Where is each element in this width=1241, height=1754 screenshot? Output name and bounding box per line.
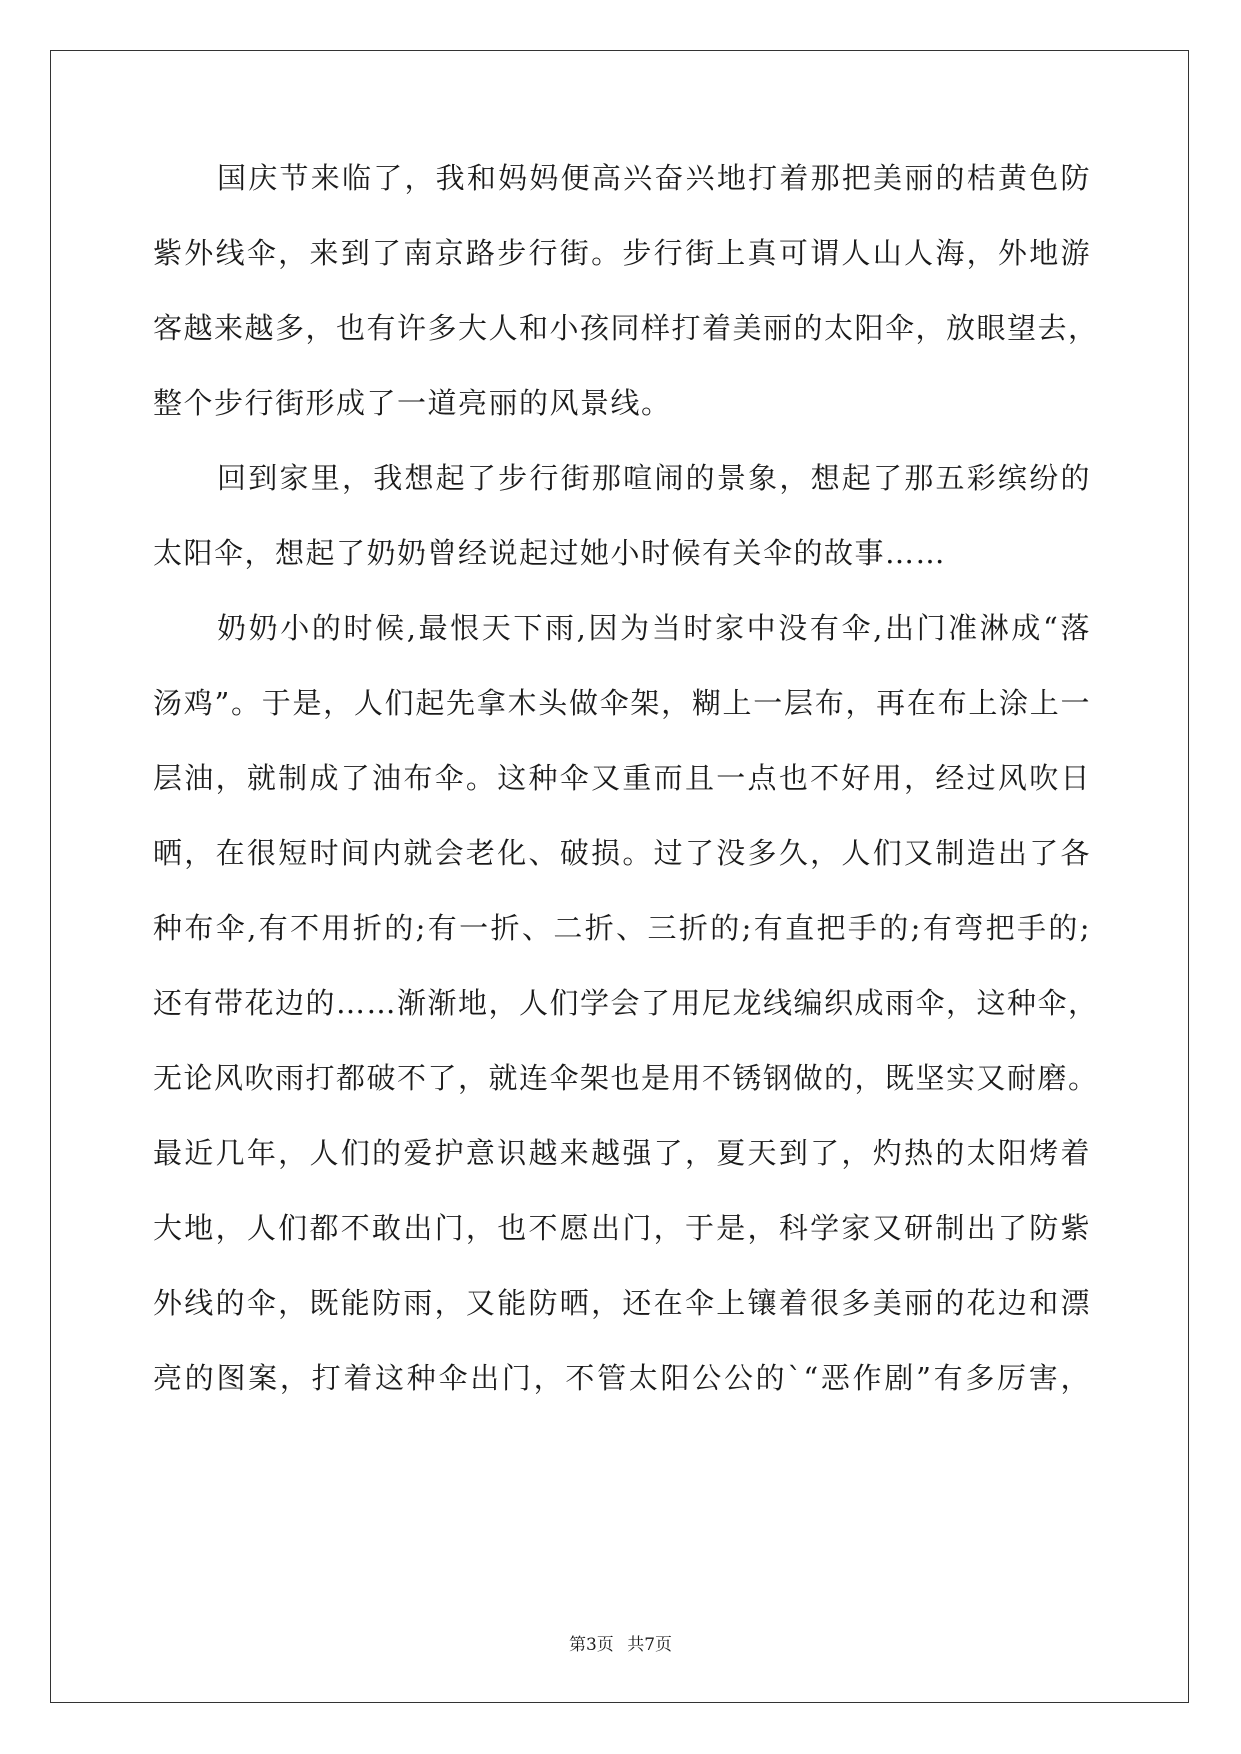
text-line: 汤鸡”。于是，人们起先拿木头做伞架，糊上一层布，再在布上涂上一 — [153, 686, 1091, 720]
page-footer — [0, 1630, 1241, 1655]
page-total: 共7页 — [627, 1635, 673, 1655]
text-line: 亮的图案，打着这种伞出门，不管太阳公公的`“恶作剧”有多厉害， — [153, 1361, 1091, 1395]
text-line: 太阳伞，想起了奶奶曾经说起过她小时候有关伞的故事…… — [153, 536, 947, 570]
text-line: 外线的伞，既能防雨，又能防晒，还在伞上镶着很多美丽的花边和漂 — [153, 1286, 1091, 1320]
text-line: 种布伞,有不用折的;有一折、二折、三折的;有直把手的;有弯把手的; — [153, 911, 1091, 945]
text-line: 大地，人们都不敢出门，也不愿出门，于是，科学家又研制出了防紫 — [153, 1211, 1091, 1245]
text-line: 最近几年，人们的爱护意识越来越强了，夏天到了，灼热的太阳烤着 — [153, 1136, 1091, 1170]
text-line: 紫外线伞，来到了南京路步行街。步行街上真可谓人山人海，外地游 — [153, 236, 1091, 270]
text-line: 无论风吹雨打都破不了，就连伞架也是用不锈钢做的，既坚实又耐磨。 — [153, 1061, 1099, 1095]
text-line: 层油，就制成了油布伞。这种伞又重而且一点也不好用，经过风吹日 — [153, 761, 1091, 795]
text-line: 客越来越多，也有许多大人和小孩同样打着美丽的太阳伞，放眼望去， — [153, 311, 1099, 345]
text-line: 国庆节来临了，我和妈妈便高兴奋兴地打着那把美丽的桔黄色防 — [217, 161, 1091, 195]
page-number: 第3页 — [568, 1635, 614, 1655]
text-line: 还有带花边的……渐渐地，人们学会了用尼龙线编织成雨伞，这种伞， — [153, 986, 1099, 1020]
text-line: 晒，在很短时间内就会老化、破损。过了没多久，人们又制造出了各 — [153, 836, 1091, 870]
text-line: 奶奶小的时候,最恨天下雨,因为当时家中没有伞,出门准淋成“落 — [217, 611, 1091, 645]
text-line: 回到家里，我想起了步行街那喧闹的景象，想起了那五彩缤纷的 — [217, 461, 1091, 495]
text-line: 整个步行街形成了一道亮丽的风景线。 — [153, 386, 672, 420]
document-body — [153, 158, 1099, 1433]
